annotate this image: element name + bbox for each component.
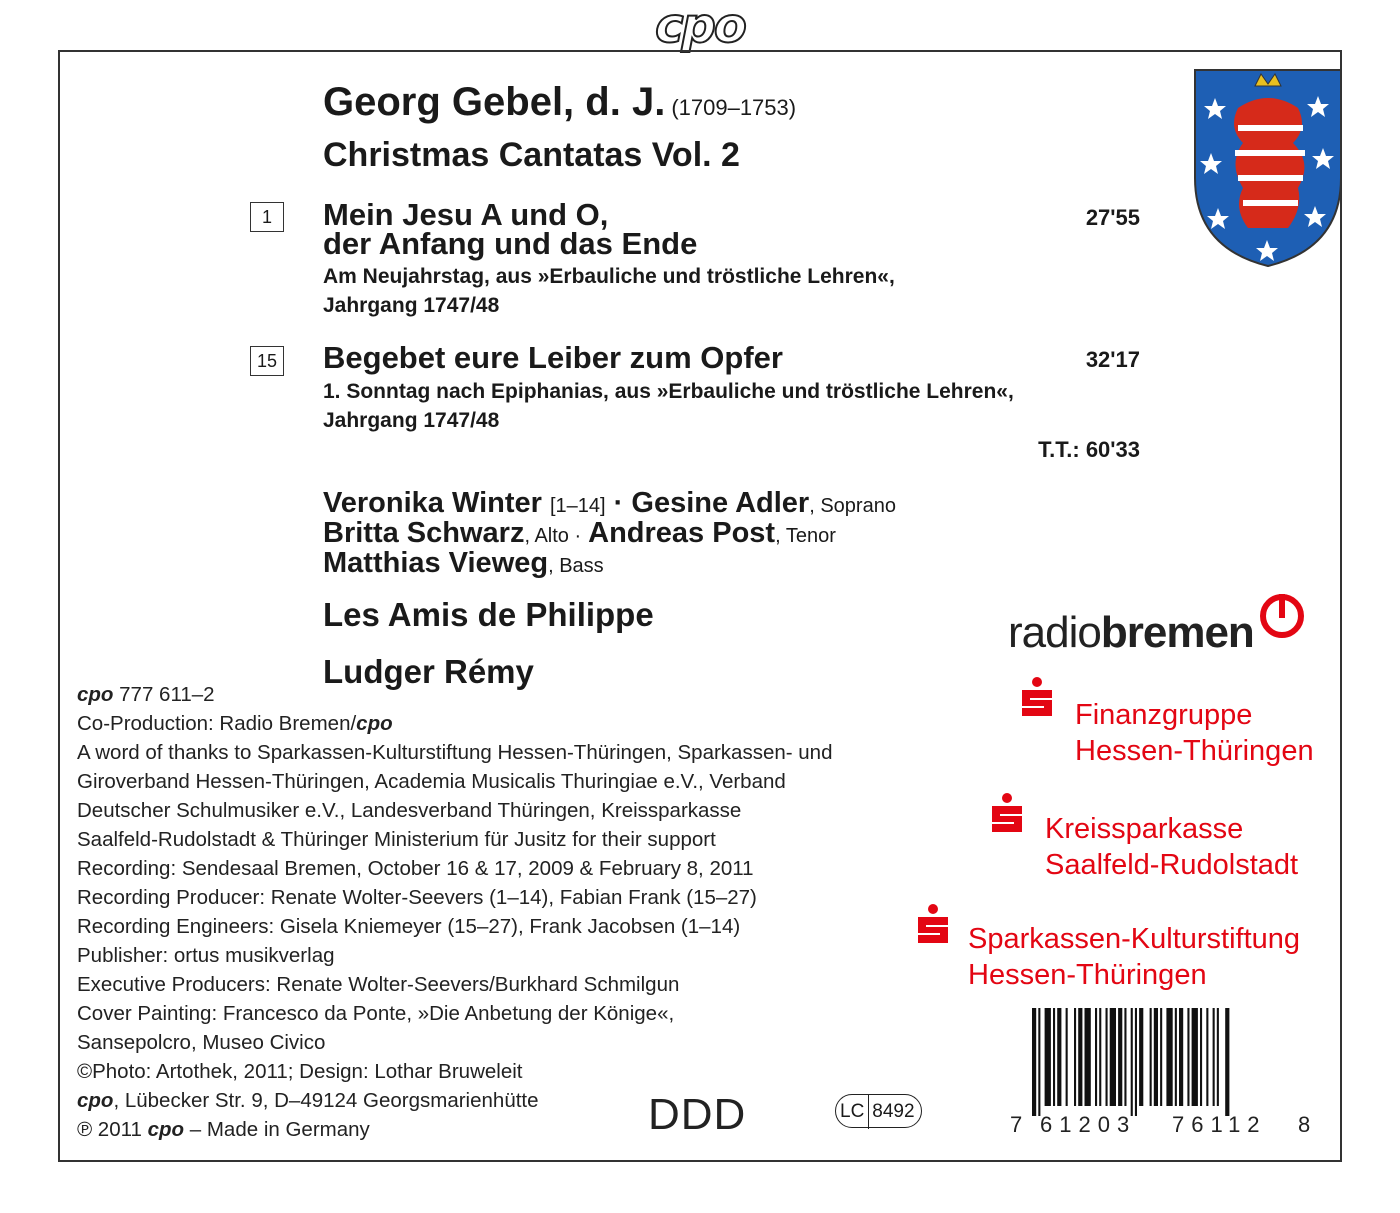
- composer-name: Georg Gebel, d. J.: [323, 80, 666, 124]
- barcode-bar: [1085, 1008, 1091, 1106]
- credit-line: Executive Producers: Renate Wolter-Seevers/Burkhard Schmilgun: [77, 973, 680, 996]
- barcode-bar: [1179, 1008, 1183, 1106]
- copyright-text: ℗ 2011: [77, 1118, 148, 1141]
- performer-name: Britta Schwarz: [323, 517, 525, 549]
- composer-heading: [323, 80, 796, 125]
- barcode-bar: [1045, 1008, 1051, 1106]
- barcode-bar: [1118, 1008, 1122, 1106]
- catalog-number: 777 611–2: [113, 683, 215, 706]
- barcode-bar: [1160, 1008, 1162, 1106]
- credit-line: Deutscher Schulmusiker e.V., Landesverband Thüringen, Kreissparkasse: [77, 799, 742, 822]
- barcode-bar: [1032, 1008, 1036, 1116]
- track-number-box: 15: [250, 346, 284, 376]
- barcode-bar: [1106, 1008, 1108, 1106]
- barcode-bar: [1038, 1008, 1040, 1116]
- credit-line: Cover Painting: Francesco da Ponte, »Die Anbetung der Könige«,: [77, 1002, 675, 1025]
- barcode-bar: [1200, 1008, 1202, 1106]
- performer-note: [1–14]: [549, 495, 606, 517]
- barcode-bar: [1110, 1008, 1116, 1106]
- copyright-suffix: – Made in Germany: [184, 1118, 370, 1141]
- cpo-brand: cpo: [77, 683, 114, 706]
- track-title: Begebet eure Leiber zum Opfer: [323, 340, 783, 375]
- sponsor-finanzgruppe: Finanzgruppe: [1075, 699, 1253, 731]
- composer-dates: (1709–1753): [671, 95, 797, 120]
- barcode-bar: [1166, 1008, 1172, 1106]
- barcode-bar: [1131, 1008, 1133, 1116]
- album-title: Christmas Cantatas Vol. 2: [323, 136, 740, 174]
- track-subtitle: Am Neujahrstag, aus »Erbauliche und tröstliche Lehren«,: [323, 265, 895, 288]
- cpo-brand: cpo: [77, 1089, 114, 1112]
- barcode-bar: [1217, 1008, 1219, 1106]
- track-number-box: 1: [250, 202, 284, 232]
- sponsor-kulturstiftung-region: Hessen-Thüringen: [968, 959, 1207, 991]
- performer-name: Veronika Winter: [323, 487, 542, 519]
- sponsor-kulturstiftung: Sparkassen-Kulturstiftung: [968, 923, 1301, 955]
- barcode-bar: [1066, 1008, 1068, 1106]
- sponsor-kreissparkasse: Kreissparkasse: [1045, 813, 1244, 845]
- credit-line: Saalfeld-Rudolstadt & Thüringer Ministerium für Jusitz for their support: [77, 828, 716, 851]
- separator: ·: [613, 487, 624, 519]
- performer-role: , Soprano: [809, 495, 896, 517]
- credit-line: Recording Engineers: Gisela Kniemeyer (15–27), Frank Jacobsen (1–14): [77, 915, 741, 938]
- ddd-mark: DDD: [648, 1090, 747, 1139]
- barcode-bar: [1213, 1008, 1215, 1106]
- track-subtitle: 1. Sonntag nach Epiphanias, aus »Erbauliche und tröstliche Lehren«,: [323, 380, 1014, 403]
- radio-bremen-logo: [1008, 608, 1254, 658]
- performer-name: Matthias Vieweg: [323, 547, 549, 579]
- track-title-cont: der Anfang und das Ende: [323, 226, 698, 261]
- sponsor-finanzgruppe-region: Hessen-Thüringen: [1075, 735, 1314, 767]
- barcode-bar: [1124, 1008, 1126, 1106]
- barcode-bar: [1187, 1008, 1189, 1106]
- performer-name: Gesine Adler: [631, 487, 810, 519]
- cpo-logo: cpo: [655, 0, 745, 54]
- sponsor-kreissparkasse-region: Saalfeld-Rudolstadt: [1045, 849, 1299, 881]
- barcode-bar: [1139, 1008, 1143, 1106]
- radio-text: radio: [1008, 608, 1101, 657]
- performers-line-3: [323, 548, 604, 581]
- track-title: Mein Jesu A und O,: [323, 197, 609, 232]
- ensemble-name: Les Amis de Philippe: [323, 596, 654, 633]
- track-duration: 27'55: [1085, 205, 1140, 230]
- sparkasse-s-icon: [990, 792, 1024, 834]
- performer-role: , Bass: [548, 555, 604, 577]
- barcode-digit: 7: [1010, 1112, 1023, 1137]
- cpo-brand: cpo: [356, 712, 393, 735]
- label-code-number: 8492: [872, 1101, 915, 1122]
- barcode-bar: [1099, 1008, 1101, 1106]
- barcode-bar: [1192, 1008, 1198, 1106]
- barcode-bar: [1135, 1008, 1137, 1116]
- credit-line: Giroverband Hessen-Thüringen, Academia Musicalis Thuringiae e.V., Verband: [77, 770, 786, 793]
- barcode-bar: [1225, 1008, 1229, 1116]
- credit-line: A word of thanks to Sparkassen-Kulturstiftung Hessen-Thüringen, Sparkassen- und: [77, 741, 833, 764]
- label-code-prefix: LC: [840, 1095, 869, 1129]
- conductor-name: Ludger Rémy: [323, 653, 534, 690]
- barcode-icon: [1030, 1008, 1310, 1118]
- sparkasse-s-icon: [1020, 676, 1054, 718]
- coat-of-arms-icon: [1193, 68, 1343, 268]
- label-code: [835, 1094, 922, 1128]
- bremen-text: bremen: [1100, 608, 1254, 657]
- total-time: T.T.: 60'33: [1038, 437, 1140, 462]
- performer-role: , Tenor: [775, 525, 836, 547]
- credit-line: Publisher: ortus musikverlag: [77, 944, 335, 967]
- credit-line: Sansepolcro, Museo Civico: [77, 1031, 326, 1054]
- catalog-number-line: [77, 680, 833, 709]
- barcode-bar: [1078, 1008, 1082, 1106]
- performer-role: , Alto ·: [524, 525, 582, 547]
- barcode-bar: [1095, 1008, 1097, 1106]
- barcode-digit: 8: [1298, 1112, 1311, 1137]
- credit-line: Recording: Sendesaal Bremen, October 16 & 17, 2009 & February 8, 2011: [77, 857, 754, 880]
- radio-bremen-logo-icon: [1258, 592, 1306, 640]
- cpo-brand: cpo: [147, 1118, 185, 1141]
- barcode-bar: [1175, 1008, 1177, 1106]
- performer-name: Andreas Post: [588, 517, 776, 549]
- barcode-bar: [1206, 1008, 1208, 1106]
- barcode-bar: [1150, 1008, 1152, 1106]
- track-subtitle-cont: Jahrgang 1747/48: [323, 294, 500, 317]
- track-subtitle-cont: Jahrgang 1747/48: [323, 409, 500, 432]
- credits-block: [77, 680, 833, 1144]
- track-duration: 32'17: [1085, 347, 1140, 372]
- barcode-digits-right: 76112: [1172, 1112, 1267, 1137]
- barcode-bar: [1053, 1008, 1055, 1106]
- credit-line: Recording Producer: Renate Wolter-Seevers (1–14), Fabian Frank (15–27): [77, 886, 757, 909]
- credit-line: ©Photo: Artothek, 2011; Design: Lothar Bruweleit: [77, 1060, 523, 1083]
- barcode-bar: [1057, 1008, 1061, 1106]
- sparkasse-s-icon: [916, 903, 950, 945]
- coproduction-text: Co-Production: Radio Bremen/: [77, 712, 357, 735]
- coproduction-line: [77, 709, 833, 738]
- barcode-digits-left: 61203: [1040, 1112, 1137, 1137]
- barcode-bar: [1154, 1008, 1158, 1106]
- barcode-bar: [1074, 1008, 1076, 1106]
- address-text: , Lübecker Str. 9, D–49124 Georgsmarienhütte: [113, 1089, 539, 1112]
